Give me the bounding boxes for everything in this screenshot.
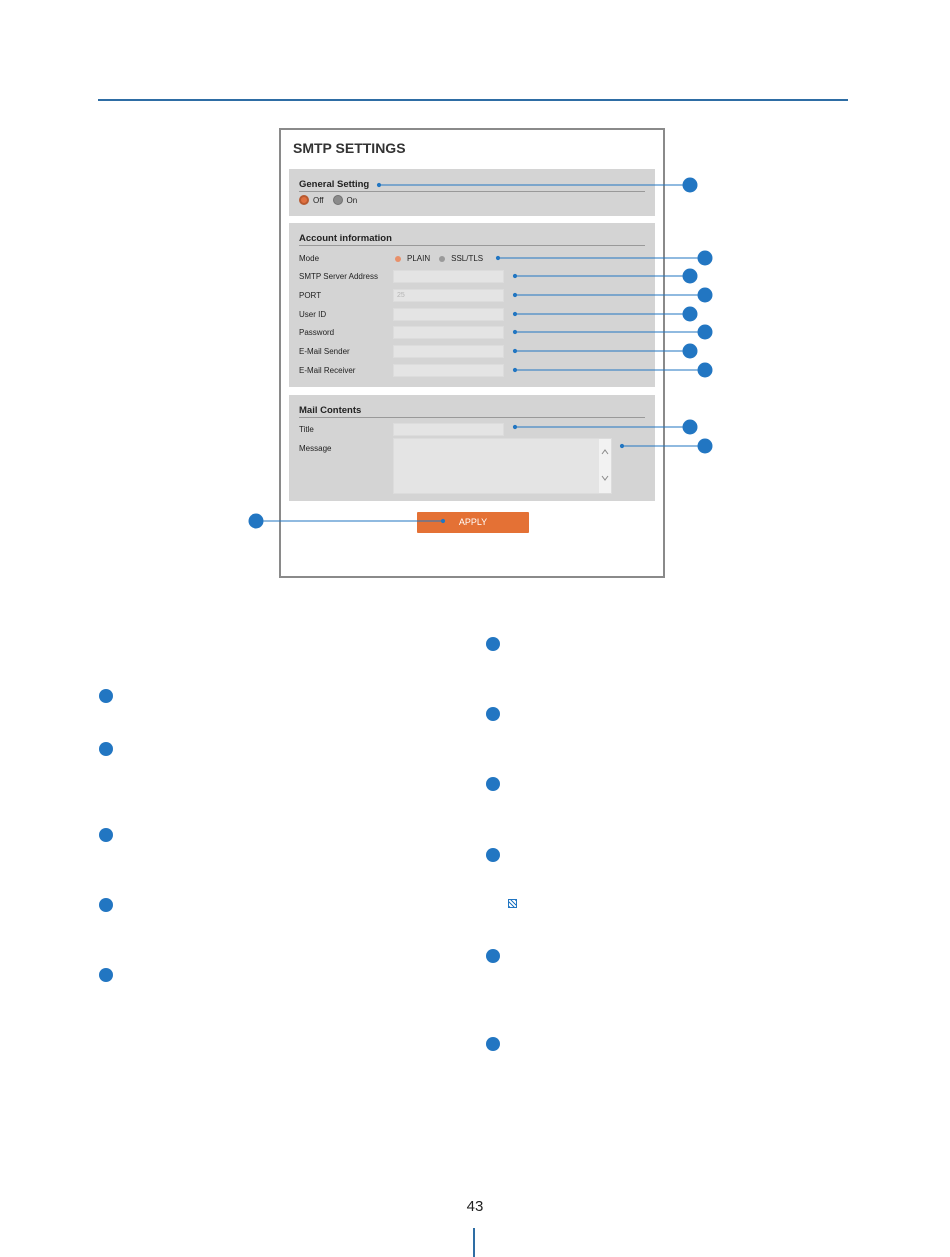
list-marker: [486, 848, 500, 862]
list-marker: [486, 637, 500, 651]
mode-label: Mode: [299, 254, 320, 263]
off-radio-label: Off: [313, 195, 324, 205]
callout-apply: [249, 514, 445, 529]
list-marker: [99, 898, 113, 912]
callout-title: [513, 420, 697, 435]
callout-general-setting: [377, 178, 697, 193]
panel-title: SMTP SETTINGS: [293, 140, 406, 156]
list-marker: [486, 707, 500, 721]
list-marker: [99, 742, 113, 756]
mail-contents-title: Mail Contents: [299, 405, 362, 416]
email-sender-label: E-Mail Sender: [299, 347, 350, 356]
ssl-tls-radio-label: SSL/TLS: [451, 254, 484, 263]
email-receiver-label: E-Mail Receiver: [299, 366, 356, 375]
password-label: Password: [299, 328, 335, 337]
port-label: PORT: [299, 291, 322, 300]
callout-message: [620, 439, 712, 454]
callout-password: [513, 325, 712, 340]
account-information-title: Account information: [299, 233, 392, 244]
smtp-server-address-label: SMTP Server Address: [299, 272, 378, 281]
list-marker: [486, 777, 500, 791]
callout-port: [513, 288, 712, 303]
general-setting-title: General Setting: [299, 179, 370, 190]
list-marker: [99, 828, 113, 842]
callout-user-id: [513, 307, 697, 322]
message-label: Message: [299, 444, 332, 453]
on-radio-label: On: [346, 195, 358, 205]
apply-button[interactable]: APPLY: [417, 512, 529, 533]
list-marker: [99, 689, 113, 703]
callout-smtp-server-address: [513, 269, 697, 284]
user-id-label: User ID: [299, 310, 327, 319]
note-icon: [508, 899, 517, 908]
list-marker: [486, 949, 500, 963]
plain-radio-label: PLAIN: [407, 254, 431, 263]
mail-title-label: Title: [299, 425, 314, 434]
list-marker: [99, 968, 113, 982]
port-input[interactable]: 25: [393, 289, 504, 302]
callout-email-sender: [513, 344, 697, 359]
callout-email-receiver: [513, 363, 712, 378]
page-number: 43: [466, 1198, 484, 1215]
list-marker: [486, 1037, 500, 1051]
callout-mode: [496, 251, 712, 266]
page-number-marker: [473, 1228, 475, 1257]
